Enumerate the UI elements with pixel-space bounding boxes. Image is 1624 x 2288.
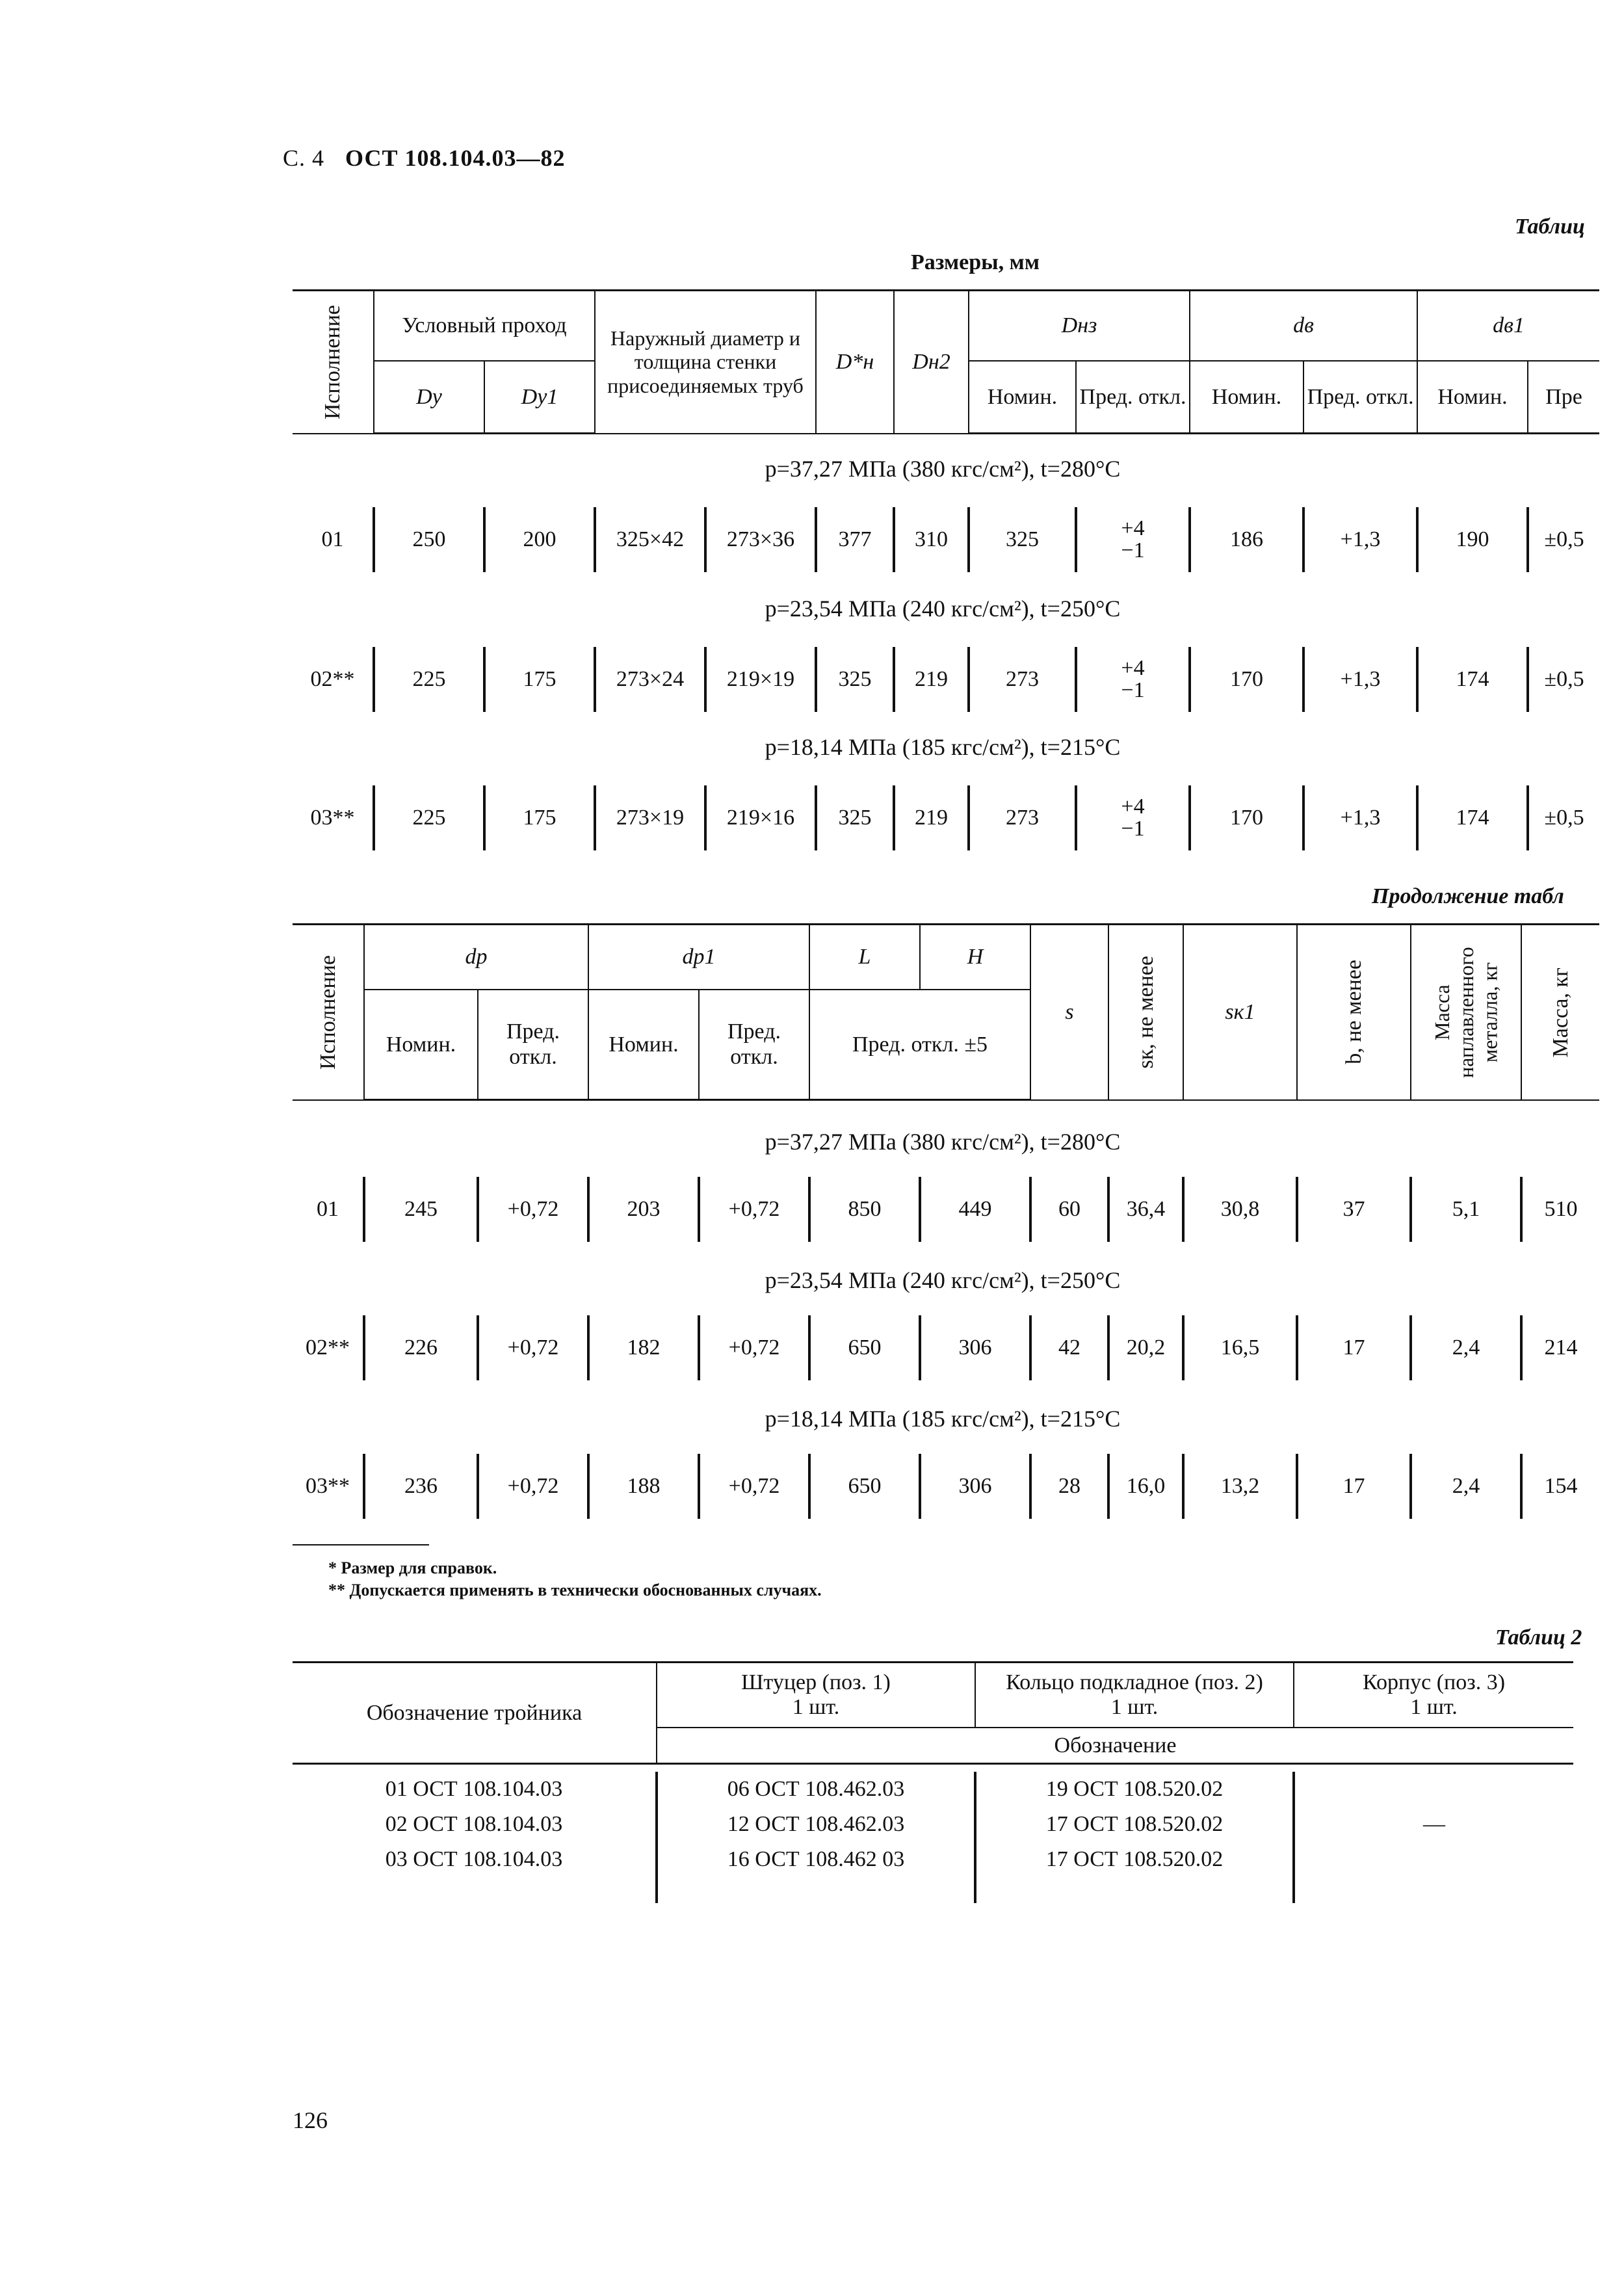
- table-row: 01 ОСТ 108.104.03 06 ОСТ 108.462.03 19 ОСТ 108.520.02 —: [293, 1772, 1573, 1807]
- col-dp: dр: [364, 925, 588, 990]
- col-oboznachenie: Обозначение: [657, 1728, 1573, 1764]
- table1b-condition-2: p=23,54 МПа (240 кгс/см²), t=250°C: [765, 1267, 1121, 1293]
- col-dp-pred: Пред. откл.: [478, 990, 588, 1100]
- col-dv1: dв1: [1417, 291, 1599, 361]
- col-s: s: [1030, 925, 1108, 1100]
- table1-caption: Размеры, мм: [911, 250, 1040, 274]
- col-shtutser: Штуцер (поз. 1) 1 шт.: [657, 1663, 975, 1728]
- col-dn2: Dн2: [894, 291, 969, 434]
- table1-row-03: [293, 785, 1599, 850]
- table-row: 03** 236 +0,72 188 +0,72 650 306 28 16,0 13,2 17 2,4 154: [293, 1454, 1599, 1519]
- table1-condition-2: p=23,54 МПа (240 кгс/см²), t=250°C: [765, 596, 1121, 622]
- table-row: 03** 225 175 273×19 219×16 325 219 273 +4 −1 170 +1,3 174 ±0,5: [293, 785, 1599, 850]
- table1-label: Таблиц: [1515, 215, 1585, 239]
- col-dv-pred: Пред. откл.: [1303, 361, 1417, 434]
- page-ref: С. 4: [283, 145, 325, 171]
- col-dv1-nomin: Номин.: [1417, 361, 1528, 434]
- col-dn3-nomin: Номин.: [969, 361, 1076, 434]
- korpus-value: —: [1294, 1772, 1573, 1877]
- table2-body: [293, 1772, 1573, 1903]
- page-number: 126: [293, 2107, 328, 2133]
- col-LH-pred: Пред. откл. ±5: [809, 990, 1030, 1100]
- table1-condition-3: p=18,14 МПа (185 кгс/см²), t=215°C: [765, 734, 1121, 760]
- page-header: [283, 144, 565, 172]
- table-row: 01 245 +0,72 203 +0,72 850 449 60 36,4 30,8 37 5,1 510: [293, 1177, 1599, 1242]
- col-massa: Масса, кг: [1521, 925, 1599, 1100]
- table1b-row-02: [293, 1315, 1599, 1380]
- col-dp1: dр1: [588, 925, 809, 990]
- table2-header: [293, 1661, 1573, 1765]
- table1-row-01: [293, 507, 1599, 572]
- col-ispolnenie: Исполнение: [293, 291, 374, 434]
- table1b-row-03: [293, 1454, 1599, 1519]
- table-row: 01 250 200 325×42 273×36 377 310 325 +4 −1 186 +1,3 190 ±0,5: [293, 507, 1599, 572]
- col-dp1-pred: Пред. откл.: [699, 990, 809, 1100]
- footnotes: [328, 1557, 822, 1601]
- footnote-1: * Размер для справок.: [328, 1558, 497, 1577]
- table1b-condition-1: p=37,27 МПа (380 кгс/см²), t=280°C: [765, 1129, 1121, 1155]
- table1b-label: Продолжение табл: [1372, 884, 1564, 908]
- table-row: 03 ОСТ 108.104.03 16 ОСТ 108.462 03 17 ОСТ 108.520.02: [293, 1842, 1573, 1877]
- table-row: 02** 225 175 273×24 219×19 325 219 273 +4 −1 170 +1,3 174 ±0,5: [293, 647, 1599, 712]
- col-dp-nomin: Номин.: [364, 990, 478, 1100]
- col-H: H: [920, 925, 1030, 990]
- col-dp1-nomin: Номин.: [588, 990, 699, 1100]
- col-dn3-pred: Пред. откл.: [1076, 361, 1190, 434]
- col-massa-naplav: Масса наплавленного металла, кг: [1411, 925, 1521, 1100]
- table-row: 02** 226 +0,72 182 +0,72 650 306 42 20,2 16,5 17 2,4 214: [293, 1315, 1599, 1380]
- col-dv: dв: [1190, 291, 1417, 361]
- col-koltso: Кольцо подкладное (поз. 2) 1 шт.: [975, 1663, 1294, 1728]
- col-dv1-pred: Пре: [1528, 361, 1599, 434]
- col-dy1: Dу1: [484, 361, 595, 434]
- col-naruzhny: Наружный диаметр и толщина стенки присоединяемых труб: [595, 291, 816, 434]
- table1b-condition-3: p=18,14 МПа (185 кгс/см²), t=215°C: [765, 1406, 1121, 1432]
- col-dn-star: D*н: [816, 291, 894, 434]
- standard-number: ОСТ 108.104.03—82: [345, 145, 566, 171]
- table1-row-02: [293, 647, 1599, 712]
- col-sk: sк, не менее: [1108, 925, 1183, 1100]
- col-b: b, не менее: [1297, 925, 1411, 1100]
- col-dy: Dу: [374, 361, 484, 434]
- col-uslovny-prokhod: Условный проход: [374, 291, 595, 361]
- table1b-row-01: [293, 1177, 1599, 1242]
- col-korpus: Корпус (поз. 3) 1 шт.: [1294, 1663, 1573, 1728]
- col-sk1: sк1: [1183, 925, 1297, 1100]
- table-row: 02 ОСТ 108.104.03 12 ОСТ 108.462.03 17 ОСТ 108.520.02: [293, 1807, 1573, 1842]
- table1-header: [293, 289, 1599, 434]
- footnote-2: ** Допускается применять в технически обоснованных случаях.: [328, 1580, 822, 1599]
- col-oboznachenie-troynika: Обозначение тройника: [293, 1663, 657, 1764]
- col-L: L: [809, 925, 920, 990]
- table1-condition-1: p=37,27 МПа (380 кгс/см²), t=280°C: [765, 456, 1121, 482]
- table1b-header: [293, 923, 1599, 1101]
- col-dv-nomin: Номин.: [1190, 361, 1303, 434]
- col-ispolnenie: Исполнение: [293, 925, 364, 1100]
- footnote-rule: [293, 1544, 429, 1545]
- table2-label: Таблиц 2: [1495, 1625, 1582, 1650]
- col-dn3: Dнз: [969, 291, 1190, 361]
